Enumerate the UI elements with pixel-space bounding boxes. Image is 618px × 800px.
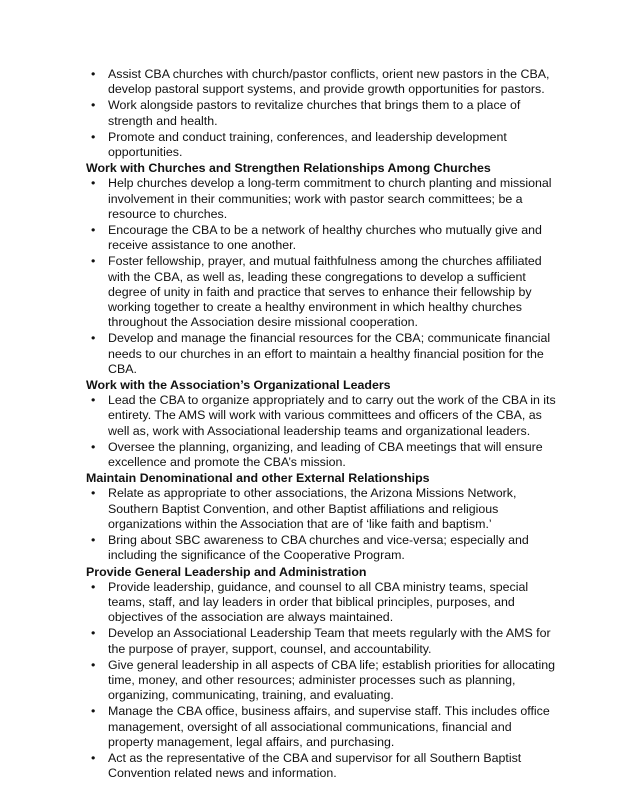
list-item-text: Bring about SBC awareness to CBA churches and vice-versa; especially and including the significance of the Cooperative Program. [108,533,529,563]
list-item [86,658,556,704]
list-item [86,254,556,330]
list-item-text: Manage the CBA office, business affairs, and supervise staff. This includes office management, oversight of all associational communications, financial and property management, legal affairs, and purchasing. [108,704,550,749]
bullet-list [86,67,556,160]
bullet-marker: • [91,486,96,501]
list-item [86,98,556,128]
bullet-marker: • [91,750,96,765]
section-heading: Work with the Association’s Organizational Leaders [86,378,391,393]
bullet-list [86,176,556,377]
document-page [86,67,556,782]
bullet-marker: • [91,626,96,641]
bullet-marker: • [91,393,96,408]
bullet-marker: • [91,98,96,113]
section-heading: Maintain Denominational and other External Relationships [86,471,430,486]
list-item-text: Promote and conduct training, conferences, and leadership development opportunities. [108,129,507,160]
bullet-marker: • [91,223,96,238]
list-item [86,704,556,750]
list-item-text: Develop and manage the financial resources for the CBA; communicate financial needs to our churches in an effort to maintain a healthy financial position for the CBA. [108,331,551,376]
list-item-text: Help churches develop a long-term commitment to church planting and missional involvement in their communities; work with pastor search committees; be a resource to churches. [108,176,552,221]
bullet-list [86,486,556,563]
list-item-text: Lead the CBA to organize appropriately and to carry out the work of the CBA in its entirety. The AMS will work with various committees and officers of the CBA, as well as, work with Associational leadership teams and organizational leaders. [108,393,556,438]
list-item [86,176,556,222]
bullet-marker: • [91,176,96,191]
section-heading: Work with Churches and Strengthen Relationships Among Churches [86,161,491,176]
bullet-marker: • [91,254,96,269]
bullet-marker: • [91,129,96,144]
section-heading: Provide General Leadership and Administration [86,564,367,579]
bullet-marker: • [91,704,96,719]
list-item [86,223,556,253]
list-item [86,393,556,439]
bullet-marker: • [91,439,96,454]
bullet-marker: • [91,579,96,594]
list-item [86,533,556,563]
list-item [86,626,556,656]
list-item [86,580,556,626]
list-item-text: Develop an Associational Leadership Team that meets regularly with the AMS for the purpose of prayer, support, counsel, and accountability. [108,626,551,656]
list-item [86,751,556,781]
list-item-text: Act as the representative of the CBA and supervisor for all Southern Baptist Convention related news and information. [108,750,522,781]
bullet-marker: • [91,331,96,346]
bullet-marker: • [91,533,96,548]
list-item-text: Encourage the CBA to be a network of healthy churches who mutually give and receive assistance to one another. [108,223,542,253]
list-item-text: Provide leadership, guidance, and counsel to all CBA ministry teams, special teams, staff, and lay leaders in order that biblical principles, purposes, and objectives of the association are always maintained. [108,579,529,625]
list-item [86,331,556,377]
list-item [86,67,556,97]
list-item-text: Foster fellowship, prayer, and mutual faithfulness among the churches affiliated with the CBA, as well as, leading these congregations to develop a sufficient degree of unity in faith and practice that serves to enhance their fellowship by working together to create a healthy environment in which healthy churches throughout the Association desire missional cooperation. [108,254,542,330]
list-item [86,440,556,470]
bullet-marker: • [91,67,96,81]
list-item-text: Relate as appropriate to other associations, the Arizona Missions Network, Southern Baptist Convention, and other Baptist affiliations and religious organizations within the Association that are of ‘like faith and baptism.’ [108,486,517,531]
list-item [86,486,556,532]
bullet-list [86,580,556,782]
list-item [86,130,556,160]
list-item-text: Assist CBA churches with church/pastor conflicts, orient new pastors in the CBA, develop pastoral support systems, and provide growth opportunities for pastors. [108,67,550,97]
bullet-marker: • [91,657,96,672]
bullet-list [86,393,556,470]
list-item-text: Work alongside pastors to revitalize churches that brings them to a place of strength and health. [108,98,521,128]
list-item-text: Give general leadership in all aspects of CBA life; establish priorities for allocating time, money, and other resources; administer processes such as planning, organizing, communicating, training, and evaluating. [108,657,555,703]
list-item-text: Oversee the planning, organizing, and leading of CBA meetings that will ensure excellence and promote the CBA’s mission. [108,439,543,470]
